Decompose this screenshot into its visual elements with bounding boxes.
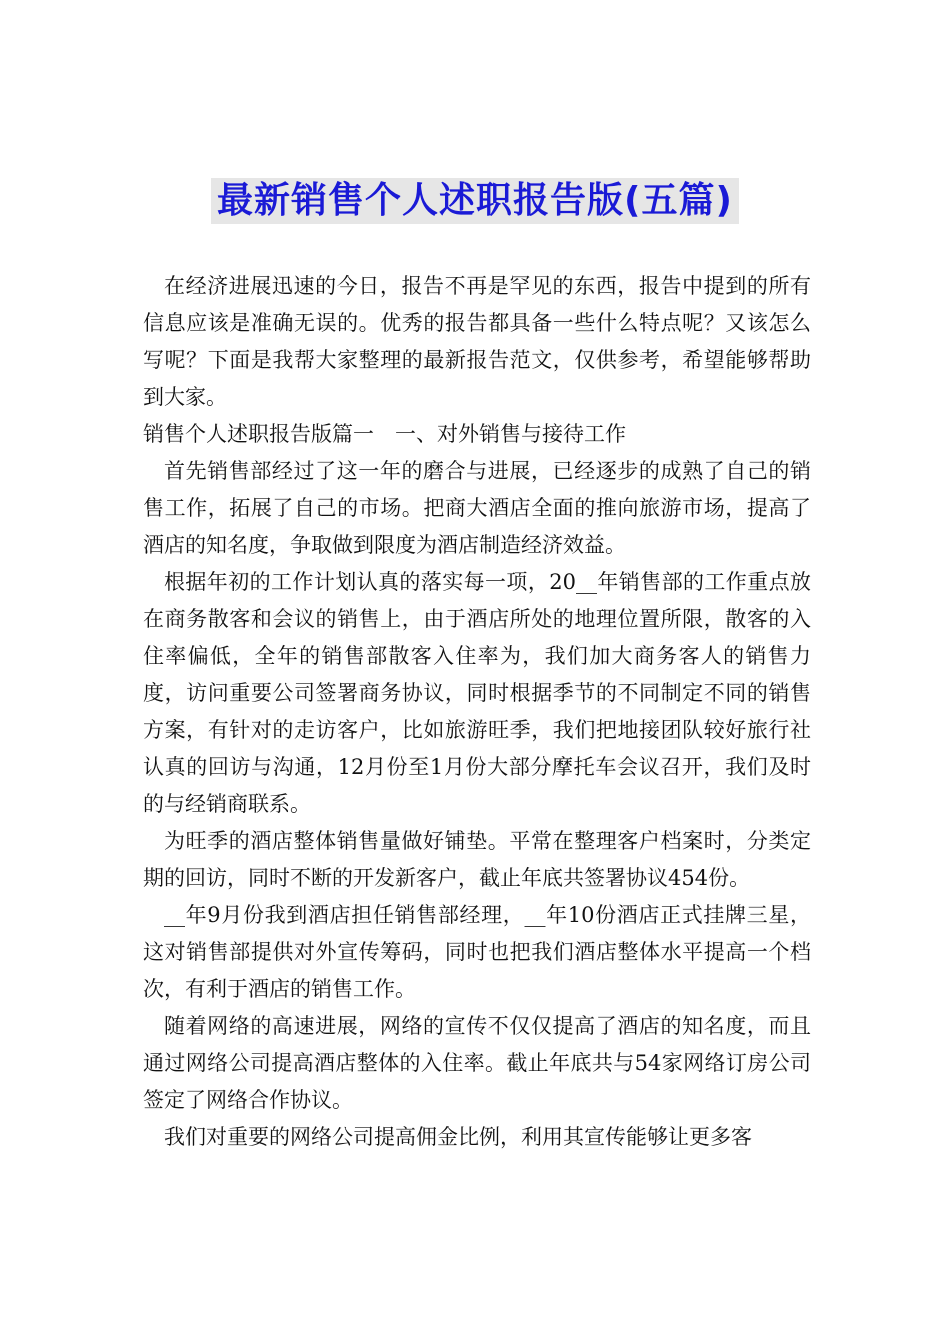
paragraph: 为旺季的酒店整体销售量做好铺垫。平常在整理客户档案时，分类定期的回访，同时不断的开发新客户，截止年底共签署协议454份。 [143, 829, 811, 890]
paragraph: __年9月份我到酒店担任销售部经理，__年10份酒店正式挂牌三星，这对销售部提供对外宣传筹码，同时也把我们酒店整体水平提高一个档次，有利于酒店的销售工作。 [143, 903, 811, 1001]
paragraph-intro: 在经济进展迅速的今日，报告不再是罕见的东西，报告中提到的所有信息应该是准确无误的。优秀的报告都具备一些什么特点呢？又该怎么写呢？下面是我帮大家整理的最新报告范文，仅供参考，希望能够帮助到大家。 [143, 274, 811, 409]
paragraph: 首先销售部经过了这一年的磨合与进展，已经逐步的成熟了自己的销售工作，拓展了自己的市场。把商大酒店全面的推向旅游市场，提高了酒店的知名度，争取做到限度为酒店制造经济效益。 [143, 459, 811, 557]
title-container [0, 178, 950, 224]
paragraph: 我们对重要的网络公司提高佣金比例，利用其宣传能够让更多客 [164, 1125, 752, 1149]
section-heading: 销售个人述职报告版篇一 一、对外销售与接待工作 [143, 422, 626, 446]
paragraph: 随着网络的高速进展，网络的宣传不仅仅提高了酒店的知名度，而且通过网络公司提高酒店整体的入住率。截止年底共与54家网络订房公司签定了网络合作协议。 [143, 1014, 811, 1112]
document-title: 最新销售个人述职报告版(五篇) [211, 178, 739, 224]
paragraph: 根据年初的工作计划认真的落实每一项，20__年销售部的工作重点放在商务散客和会议的销售上，由于酒店所处的地理位置所限，散客的入住率偏低，全年的销售部散客入住率为，我们加大商务客人的销售力度，访问重要公司签署商务协议，同时根据季节的不同制定不同的销售方案，有针对的走访客户，比如旅游旺季，我们把地接团队较好旅行社认真的回访与沟通，12月份至1月份大部分摩托车会议召开，我们及时的与经销商联系。 [143, 570, 811, 816]
document-body [143, 268, 811, 1156]
